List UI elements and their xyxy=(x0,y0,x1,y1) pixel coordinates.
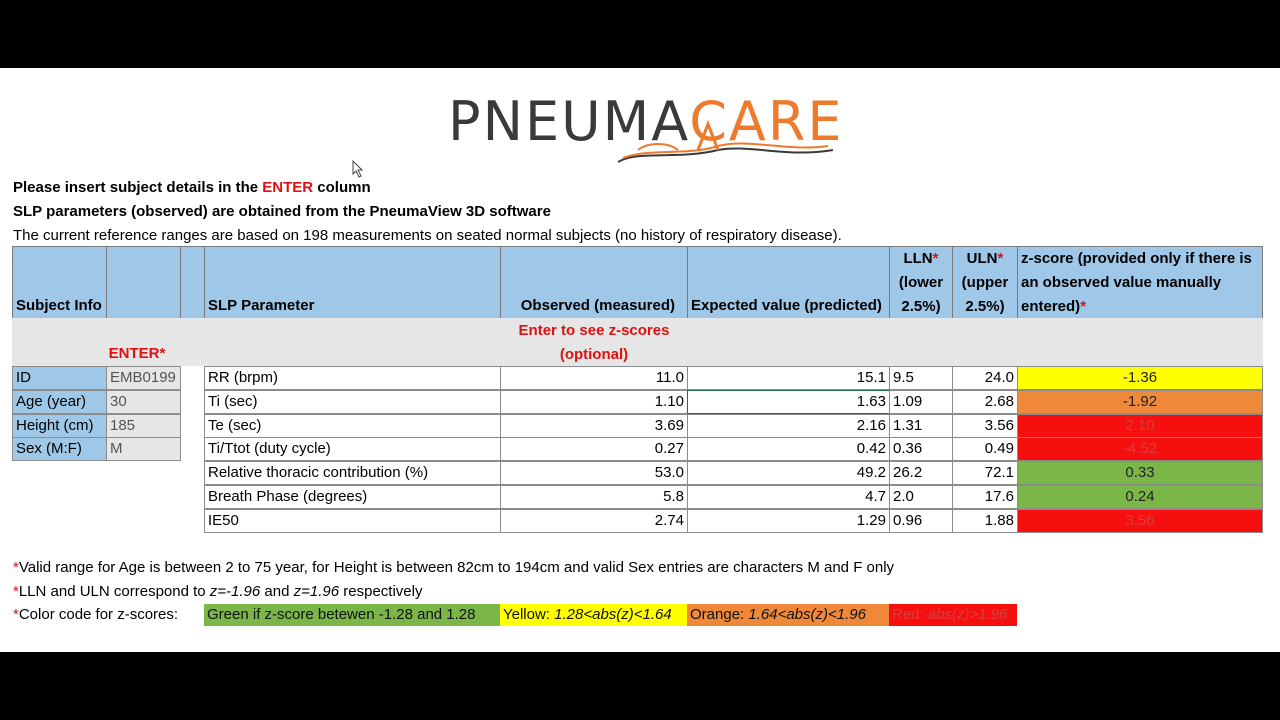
header-observed: Observed (measured) xyxy=(500,246,688,319)
param-zscore-value: 0.33 xyxy=(1017,461,1263,485)
header-uln xyxy=(952,246,1018,319)
header-blank-1 xyxy=(106,246,181,319)
param-uln-value: 2.68 xyxy=(952,390,1018,414)
note-lln-uln: *LLN and ULN correspond to z=-1.96 and z=1.96 respectively xyxy=(13,583,423,600)
legend-label: Green if z-score betewen -1.28 and 1.28 xyxy=(207,606,476,623)
param-lln-value: 9.5 xyxy=(889,366,953,390)
legend-range: abs(z)>1.96 xyxy=(927,606,1008,623)
note-lln-text: LLN and ULN correspond to xyxy=(18,583,210,600)
header-blank-2 xyxy=(180,246,205,319)
param-lln-value: 0.96 xyxy=(889,509,953,533)
zscore-asterisk: * xyxy=(1080,298,1087,315)
param-observed-value[interactable]: 11.0 xyxy=(500,366,688,390)
enter-label: ENTER xyxy=(108,345,160,362)
param-expected-value: 15.1 xyxy=(687,366,890,390)
instruction-line-2: SLP parameters (observed) are obtained from the PneumaView 3D software xyxy=(13,203,551,220)
param-zscore-value: -1.36 xyxy=(1017,366,1263,390)
pneumacare-logo xyxy=(448,92,888,164)
param-observed-value[interactable]: 1.10 xyxy=(500,390,688,414)
param-expected-value: 0.42 xyxy=(687,437,890,461)
uln-label-2: (upper xyxy=(961,274,1009,291)
instruction-text: Please insert subject details in the xyxy=(13,179,263,196)
param-observed-value[interactable]: 3.69 xyxy=(500,414,688,438)
note-respectively: respectively xyxy=(339,583,423,600)
param-uln-value: 72.1 xyxy=(952,461,1018,485)
param-name: RR (brpm) xyxy=(204,366,501,390)
header-subject-info: Subject Info xyxy=(12,246,107,319)
param-name: Breath Phase (degrees) xyxy=(204,485,501,509)
legend-yellow xyxy=(500,604,687,626)
lung-swoosh-icon xyxy=(598,120,838,170)
param-expected-value: 4.7 xyxy=(687,485,890,509)
legend-range: 1.28<abs(z)<1.64 xyxy=(554,606,672,623)
reference-range-note: The current reference ranges are based on 198 measurements on seated normal subjects (no history of respiratory disease). xyxy=(13,227,842,244)
param-zscore-value: 2.10 xyxy=(1017,414,1263,438)
mouse-pointer-icon xyxy=(352,160,364,178)
param-expected-value: 49.2 xyxy=(687,461,890,485)
uln-label-3: 2.5%) xyxy=(965,298,1005,315)
subject-field-label: ID xyxy=(12,366,107,390)
lln-label-2: (lower xyxy=(898,274,944,291)
subject-field-input[interactable]: EMB0199 xyxy=(106,366,181,390)
legend-label: Orange: xyxy=(690,606,749,623)
param-uln-value: 3.56 xyxy=(952,414,1018,438)
header-expected: Expected value (predicted) xyxy=(687,246,890,319)
param-lln-value: 1.31 xyxy=(889,414,953,438)
enter-asterisk: * xyxy=(159,345,166,362)
param-observed-value[interactable]: 5.8 xyxy=(500,485,688,509)
header-zscore xyxy=(1017,246,1263,319)
enter-zscore-hint xyxy=(500,319,688,367)
zscore-label-3: entered) xyxy=(1021,298,1081,315)
legend-label: Red: xyxy=(892,606,928,623)
param-zscore-value: -4.52 xyxy=(1017,437,1263,461)
header-lln xyxy=(889,246,953,319)
param-lln-value: 26.2 xyxy=(889,461,953,485)
param-observed-value[interactable]: 0.27 xyxy=(500,437,688,461)
subject-field-input[interactable]: 30 xyxy=(106,390,181,414)
subject-field-input[interactable]: M xyxy=(106,437,181,461)
note-color-code-text: Color code for z-scores: xyxy=(18,606,179,623)
param-expected-value: 1.29 xyxy=(687,509,890,533)
spreadsheet-page xyxy=(0,68,1280,652)
param-observed-value[interactable]: 2.74 xyxy=(500,509,688,533)
lln-label-3: 2.5%) xyxy=(901,298,941,315)
param-lln-value: 1.09 xyxy=(889,390,953,414)
legend-green xyxy=(204,604,500,626)
uln-asterisk: * xyxy=(997,250,1004,267)
subject-field-input[interactable]: 185 xyxy=(106,414,181,438)
param-uln-value: 0.49 xyxy=(952,437,1018,461)
param-zscore-value: 0.24 xyxy=(1017,485,1263,509)
lln-asterisk: * xyxy=(932,250,939,267)
param-name: IE50 xyxy=(204,509,501,533)
note-and: and xyxy=(260,583,294,600)
lln-label: LLN xyxy=(903,250,933,267)
param-uln-value: 1.88 xyxy=(952,509,1018,533)
note-valid-range-text: Valid range for Age is between 2 to 75 year, for Height is between 82cm to 194cm and valid Sex entries are characters M and F only xyxy=(18,559,895,576)
note-z-upper: z=1.96 xyxy=(293,583,340,600)
param-expected-value: 2.16 xyxy=(687,414,890,438)
note-z-lower: z=-1.96 xyxy=(209,583,261,600)
param-name: Ti (sec) xyxy=(204,390,501,414)
subject-field-label: Sex (M:F) xyxy=(12,437,107,461)
subject-field-label: Age (year) xyxy=(12,390,107,414)
param-name: Relative thoracic contribution (%) xyxy=(204,461,501,485)
instruction-enter-word: ENTER xyxy=(262,179,314,196)
logo-text-dark: PNEUMA xyxy=(448,90,690,153)
enter-column-label xyxy=(106,343,168,365)
legend-orange xyxy=(687,604,889,626)
note-color-code: *Color code for z-scores: xyxy=(13,606,179,623)
zscore-label-1: z-score (provided only if there is xyxy=(1021,250,1252,267)
instruction-text-end: column xyxy=(313,179,371,196)
param-name: Ti/Ttot (duty cycle) xyxy=(204,437,501,461)
legend-label: Yellow: xyxy=(503,606,555,623)
param-zscore-value: -1.92 xyxy=(1017,390,1263,414)
param-name: Te (sec) xyxy=(204,414,501,438)
param-lln-value: 0.36 xyxy=(889,437,953,461)
subject-field-label: Height (cm) xyxy=(12,414,107,438)
param-zscore-value: 3.56 xyxy=(1017,509,1263,533)
header-slp-parameter: SLP Parameter xyxy=(204,246,501,319)
param-uln-value: 24.0 xyxy=(952,366,1018,390)
param-expected-value: 1.63 xyxy=(687,390,890,414)
legend-range: 1.64<abs(z)<1.96 xyxy=(748,606,866,623)
logo-text-orange: CARE xyxy=(689,90,844,153)
param-uln-value: 17.6 xyxy=(952,485,1018,509)
zscore-label-2: an observed value manually xyxy=(1021,274,1222,291)
enter-hint-line-1: Enter to see z-scores xyxy=(518,322,670,339)
note-valid-range: *Valid range for Age is between 2 to 75 year, for Height is between 82cm to 194cm and valid Sex entries are characters M and F only xyxy=(13,559,895,576)
enter-hint-line-2: (optional) xyxy=(559,346,629,363)
param-observed-value[interactable]: 53.0 xyxy=(500,461,688,485)
instruction-line-1 xyxy=(13,179,371,196)
uln-label: ULN xyxy=(966,250,998,267)
legend-red xyxy=(889,604,1017,626)
param-lln-value: 2.0 xyxy=(889,485,953,509)
